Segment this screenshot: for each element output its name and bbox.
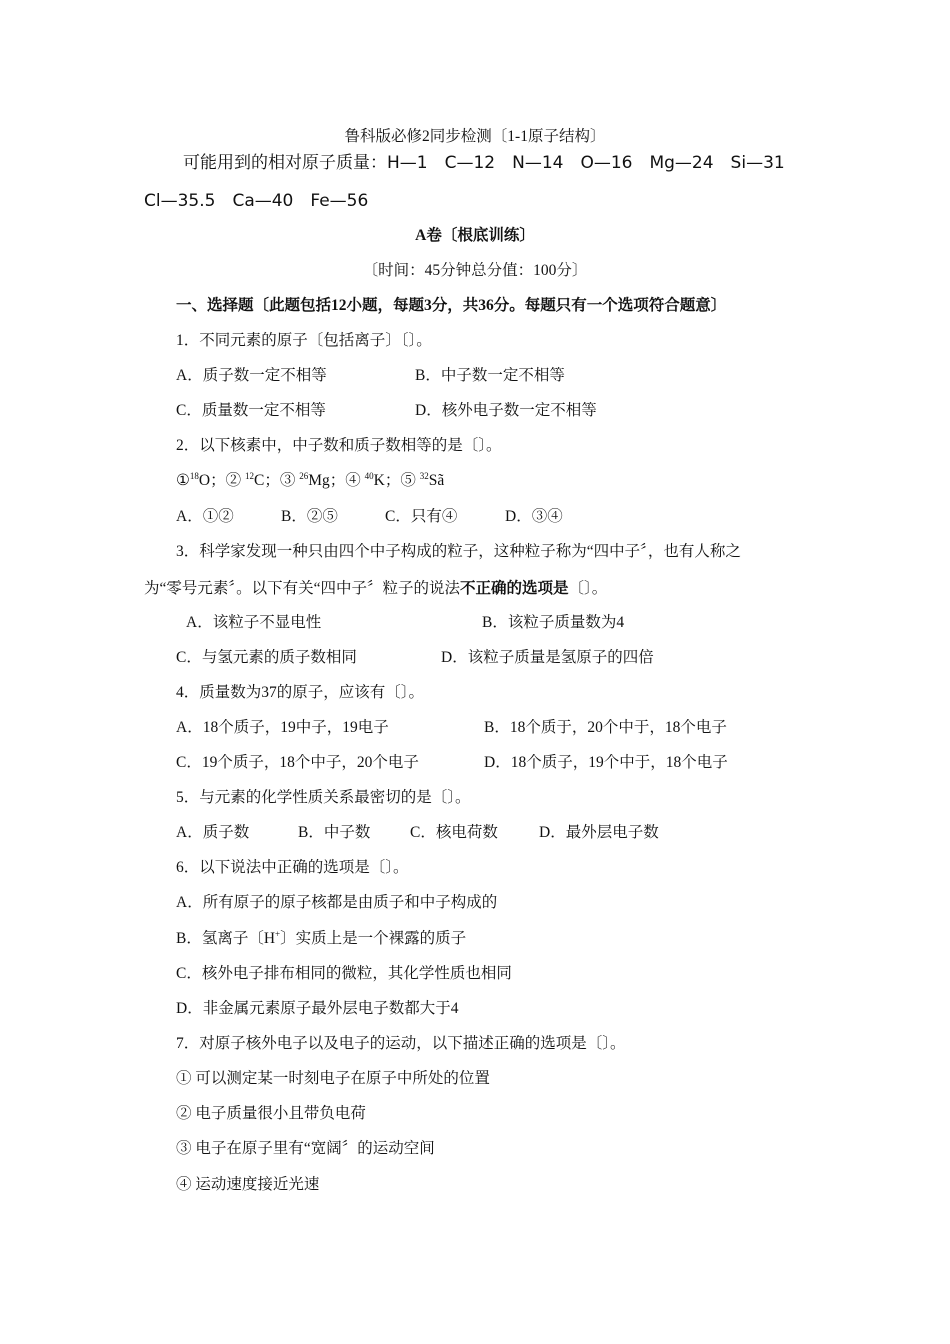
question-7-stem: 7．对原子核外电子以及电子的运动，以下描述正确的选项是〔〕。	[176, 1035, 626, 1052]
question-3-option-a: A．该粒子不显电性	[186, 614, 322, 631]
nuclide-2-number: ②	[225, 472, 245, 489]
question-3-option-b: B．该粒子质量数为4	[482, 614, 625, 631]
question-3-stem-text: 为“零号元素〞。以下有关“四中子〞粒子的说法	[144, 580, 461, 597]
question-2-option-d: D．③④	[505, 508, 563, 525]
question-1-stem: 1．不同元素的原子〔包括离子〕〔〕。	[176, 332, 432, 349]
question-3-stem-line-2	[144, 579, 607, 599]
nuclide-3-element: Mg；	[308, 472, 346, 489]
question-7-item-4: ④ 运动速度接近光速	[176, 1176, 320, 1193]
paper-title: A卷〔根底训练〕	[415, 227, 535, 244]
question-6-option-b-text: B．氢离子〔H	[176, 930, 276, 947]
question-3-option-c: C．与氢元素的质子数相同	[176, 649, 357, 666]
document-title: 鲁科版必修2同步检测〔1-1原子结构〕	[344, 128, 606, 145]
nuclide-4-element: K；	[373, 472, 401, 489]
question-5-option-c: C．核电荷数	[410, 824, 498, 841]
question-7-item-1: ① 可以测定某一时刻电子在原子中所处的位置	[176, 1070, 490, 1087]
nuclide-5-number: ⑤	[400, 472, 420, 489]
question-5-option-a: A．质子数	[176, 824, 250, 841]
question-4-option-b: B．18个质于，20个中于，18个电子	[484, 719, 727, 736]
question-6-option-b-rest: 〕实质上是一个裸露的质子	[280, 930, 467, 947]
question-3-blank: 〔〕。	[568, 580, 608, 597]
question-7-item-3: ③ 电子在原子里有“宽阔〞的运动空间	[176, 1140, 435, 1157]
question-2-nuclides	[176, 471, 444, 491]
question-6-option-b-charge: +	[275, 929, 281, 939]
nuclide-5-element: Sã	[428, 472, 445, 489]
question-6-option-d: D．非金属元素原子最外层电子数都大于4	[176, 1000, 459, 1017]
question-5-option-b: B．中子数	[298, 824, 371, 841]
section-heading: 一、选择题〔此题包括12小题，每题3分，共36分。每题只有一个选项符合题意〕	[176, 297, 727, 314]
question-2-option-b: B．②⑤	[281, 508, 338, 525]
nuclide-3-mass: 26	[299, 471, 309, 481]
question-6-option-a: A．所有原子的原子核都是由质子和中子构成的	[176, 894, 498, 911]
question-6-option-b	[176, 929, 466, 949]
question-4-option-d: D．18个质子，19个中于，18个电子	[484, 754, 728, 771]
question-3-option-d: D．该粒子质量是氢原子的四倍	[441, 649, 654, 666]
question-6-option-c: C．核外电子排布相同的微粒，其化学性质也相同	[176, 965, 512, 982]
question-1-option-a: A．质子数一定不相等	[176, 367, 327, 384]
question-1-option-c: C．质量数一定不相等	[176, 402, 326, 419]
question-4-stem: 4．质量数为37的原子，应该有〔〕。	[176, 684, 425, 701]
atomic-mass-line-1: 可能用到的相对原子质量：H—1 C—12 N—14 O—16 Mg—24 Si—31	[183, 153, 785, 173]
nuclide-5-mass: 32	[419, 471, 429, 481]
nuclide-1-element: O；	[198, 472, 226, 489]
question-2-option-c: C．只有④	[385, 508, 458, 525]
question-5-option-d: D．最外层电子数	[539, 824, 659, 841]
nuclide-2-element: C；	[254, 472, 280, 489]
question-4-option-a: A．18个质子，19中子，19电子	[176, 719, 389, 736]
question-3-stem-line-1: 3．科学家发现一种只由四个中子构成的粒子，这种粒子称为“四中子〞，也有人称之	[176, 543, 741, 560]
question-1-option-d: D．核外电子数一定不相等	[415, 402, 597, 419]
question-3-emphasis: 不正确的选项是	[460, 580, 569, 597]
question-7-item-2: ② 电子质量很小且带负电荷	[176, 1105, 366, 1122]
question-6-stem: 6．以下说法中正确的选项是〔〕。	[176, 859, 409, 876]
atomic-mass-line-2: Cl—35.5 Ca—40 Fe—56	[144, 191, 369, 211]
nuclide-4-mass: 40	[364, 471, 374, 481]
question-5-stem: 5．与元素的化学性质关系最密切的是〔〕。	[176, 789, 471, 806]
nuclide-2-mass: 12	[245, 471, 254, 481]
nuclide-4-number: ④	[345, 472, 365, 489]
nuclide-3-number: ③	[279, 472, 300, 489]
nuclide-1-number: ①	[176, 472, 190, 489]
question-2-option-a: A．①②	[176, 508, 234, 525]
question-1-option-b: B．中子数一定不相等	[415, 367, 565, 384]
nuclide-1-mass: 18	[189, 471, 199, 481]
question-4-option-c: C．19个质子，18个中子，20个电子	[176, 754, 419, 771]
time-info: 〔时间：45分钟总分值：100分〕	[362, 262, 588, 279]
question-2-stem: 2．以下核素中，中子数和质子数相等的是〔〕。	[176, 437, 502, 454]
